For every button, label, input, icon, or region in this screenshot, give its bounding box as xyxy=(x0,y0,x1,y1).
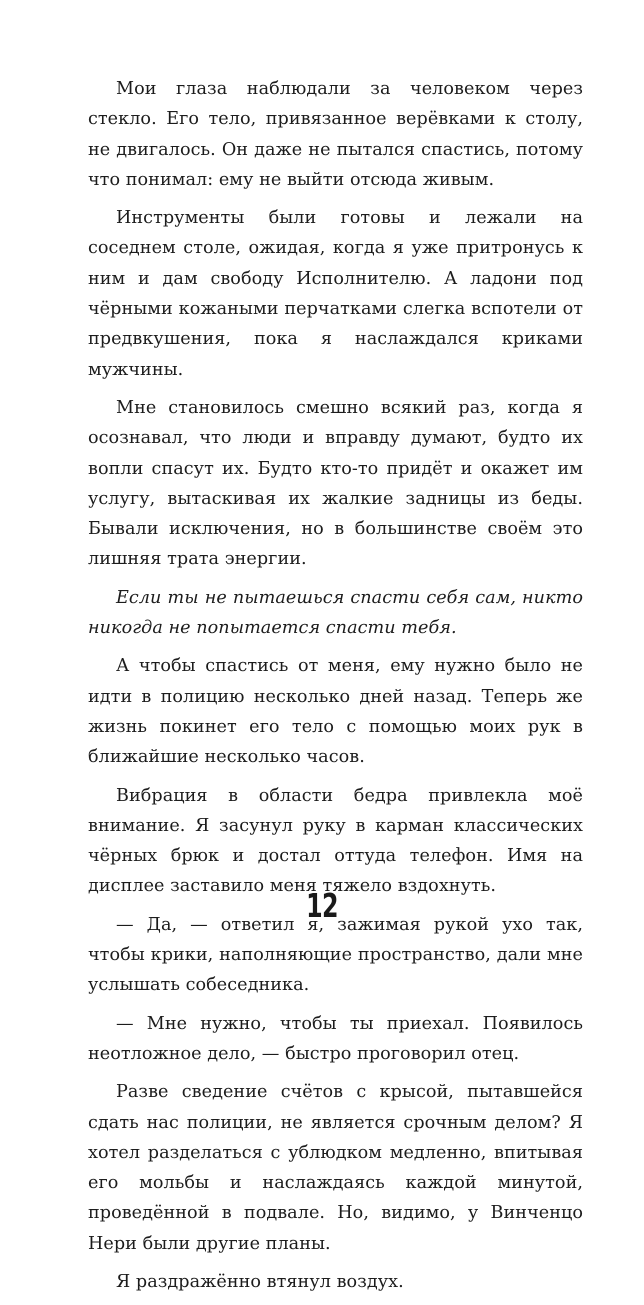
paragraph-4-italic: Если ты не пытаешься спасти себя сам, никто никогда не попытается спасти тебя. xyxy=(88,587,583,639)
paragraph-2: Инструменты были готовы и лежали на соседнем столе, ожидая, когда я уже притронусь к ним и дам свободу Исполнителю. А ладони под чёрными кожаными перчатками слегка вспотели от предвкушения, пока я наслаждался криками мужчины. xyxy=(88,208,583,380)
paragraph-8-dialogue: — Мне нужно, чтобы ты приехал. Появилось неотложное дело, — быстро проговорил отец. xyxy=(88,1013,583,1064)
paragraph-10: Я раздражённо втянул воздух. xyxy=(116,1271,404,1292)
paragraph-9: Разве сведение счётов с крысой, пытавшейся сдать нас полиции, не является срочным делом? Я хотел разделаться с ублюдком медленно, впитывая его мольбы и наслаждаясь каждой минутой, проведённой в подвале. Но, видимо, у Винченцо Нери были другие планы. xyxy=(88,1082,583,1254)
paragraph-6: Вибрация в области бедра привлекла моё внимание. Я засунул руку в карман классических чёрных брюк и достал оттуда телефон. Имя на дисплее заставило меня тяжело вздохнуть. xyxy=(88,785,583,897)
paragraph-7-dialogue: — Да, — ответил я, зажимая рукой ухо так, чтобы крики, наполняющие пространство, дали мне услышать собеседника. xyxy=(88,914,583,996)
paragraph-5: А чтобы спастись от меня, ему нужно было не идти в полицию несколько дней назад. Теперь же жизнь покинет его тело с помощью моих рук в ближайшие несколько часов. xyxy=(88,656,583,768)
page-number: 12 xyxy=(306,886,338,925)
paragraph-1: Мои глаза наблюдали за человеком через стекло. Его тело, привязанное верёвками к столу, не двигалось. Он даже не пытался спастись, потому что понимал: ему не выйти отсюда живым. xyxy=(88,79,583,190)
paragraph-3: Мне становилось смешно всякий раз, когда я осознавал, что люди и вправду думают, будто их вопли спасут их. Будто кто-то придёт и окажет им услугу, вытаскивая их жалкие задницы из беды. Бывали исключения, но в большинстве своём это лишняя трата энергии. xyxy=(88,397,583,570)
page-body xyxy=(88,74,583,1305)
